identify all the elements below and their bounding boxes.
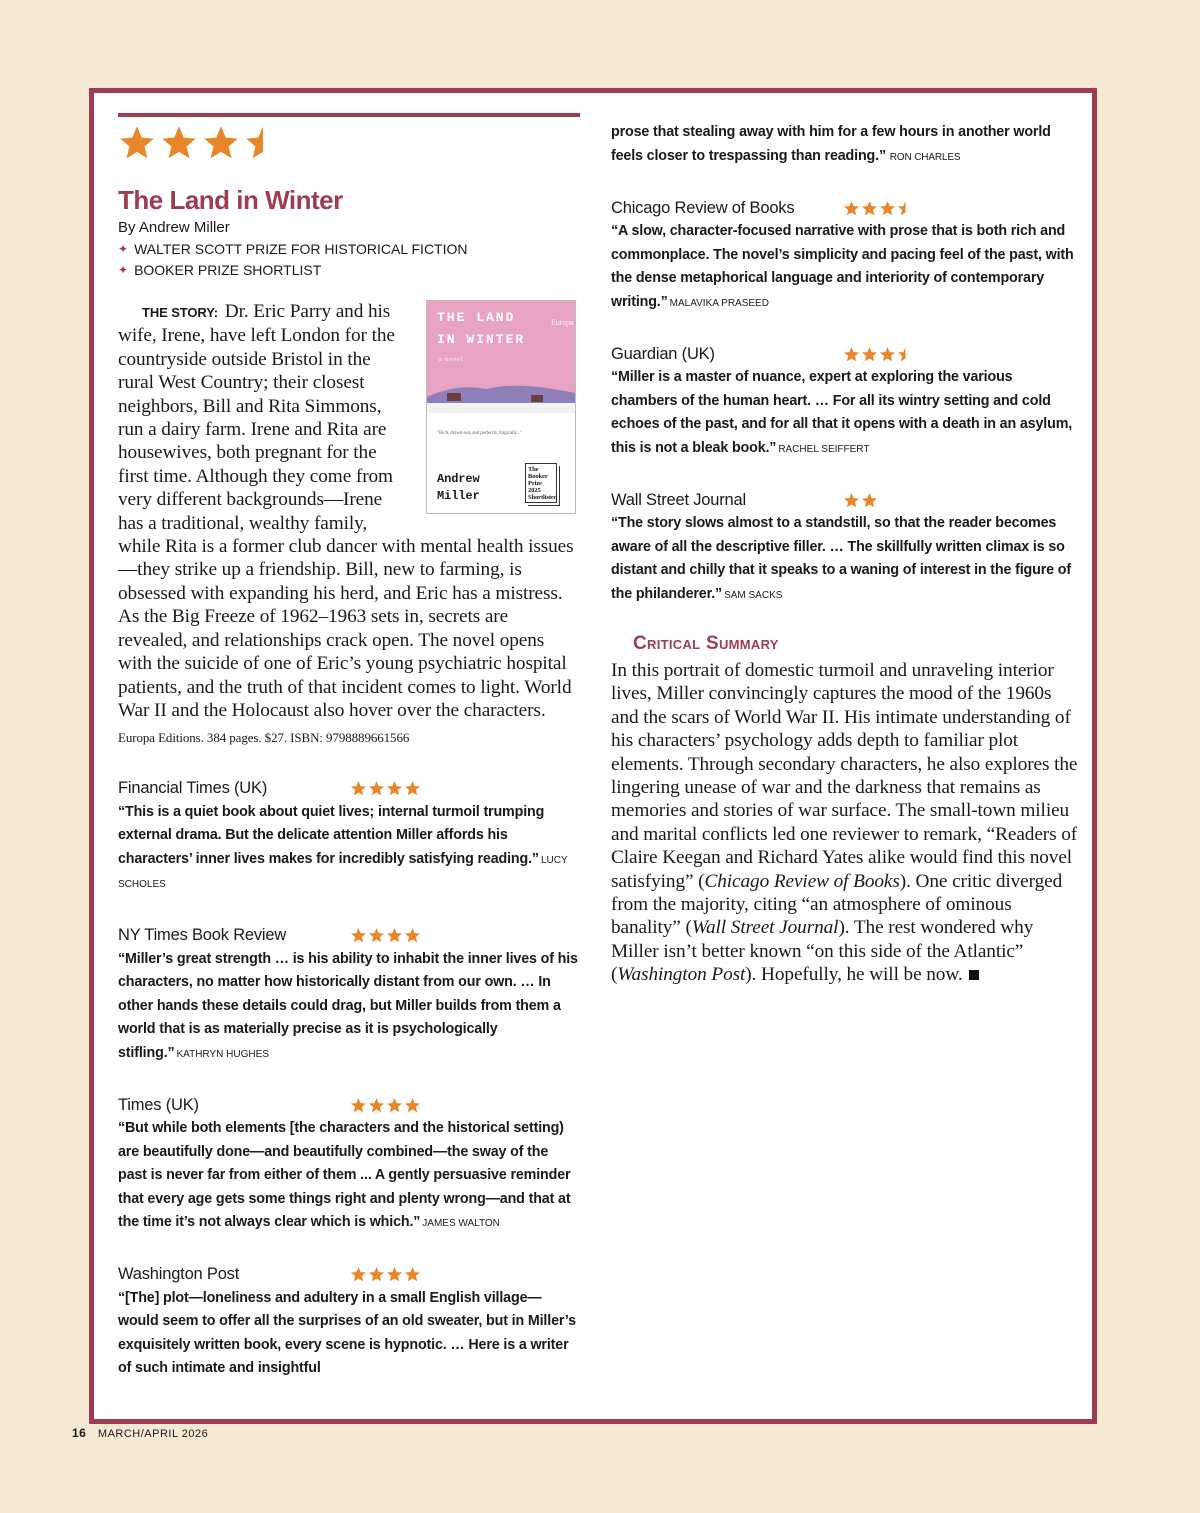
review-rating-stars: [350, 927, 421, 944]
cover-blurb: "Rich, drawn‑out, and perfectly, tragically...": [437, 431, 523, 436]
star-icon: [879, 346, 896, 363]
critic-name: RACHEL SEIFFERT: [778, 443, 870, 455]
star-icon: [386, 780, 403, 797]
review-rating-stars: [350, 780, 421, 797]
review-source: Chicago Review of Books: [611, 198, 795, 217]
star-icon: [368, 1266, 385, 1283]
star-icon: [350, 927, 367, 944]
critical-summary-heading: Critical Summary: [633, 633, 779, 654]
review-rating-stars: [843, 200, 914, 217]
page-number: 16: [72, 1426, 87, 1440]
page-footer: [72, 1426, 208, 1440]
review-header: [611, 489, 1081, 511]
right-column: [611, 121, 1081, 987]
publication-info: Europa Editions. 384 pages. $27. ISBN: 9798889661566: [118, 730, 410, 746]
star-icon: [350, 1097, 367, 1114]
star-icon: [350, 1266, 367, 1283]
title-rule: [118, 113, 580, 117]
review-header: [611, 197, 1081, 219]
star-icon: [202, 124, 240, 162]
star-icon: [861, 346, 878, 363]
star-icon: [404, 1097, 421, 1114]
star-icon: [368, 780, 385, 797]
critic-name: SAM SACKS: [724, 589, 783, 601]
award-label: BOOKER PRIZE SHORTLIST: [134, 262, 322, 278]
review-rating-stars: [843, 492, 878, 509]
award-item: [118, 262, 580, 278]
review-source: Times (UK): [118, 1095, 199, 1114]
review-source: NY Times Book Review: [118, 926, 287, 945]
cover-publisher-mark: Europa: [551, 318, 574, 327]
star-icon: [386, 1266, 403, 1283]
star-icon: [350, 780, 367, 797]
star-icon: [404, 927, 421, 944]
left-column: [118, 113, 580, 1381]
review-quote: “This is a quiet book about quiet lives; internal turmoil trumping external drama. But the delicate attention Miller affords his characters’ inner lives makes for incredibly satisfying reading.” LUCY SCHOLES: [118, 803, 568, 891]
review-quote: “The story slows almost to a standstill, so that the reader becomes aware of all the descriptive filler. … The skillfully written climax is so distant and chilly that it speaks to a waning of interest in the figure of the philanderer.” SAM SACKS: [611, 515, 1071, 602]
reviews-right: [611, 197, 1081, 607]
cover-title: THE LAND IN WINTER: [437, 310, 526, 347]
star-icon: [386, 1097, 403, 1114]
critic-name: KATHRYN HUGHES: [176, 1048, 269, 1060]
review-header: [118, 1094, 580, 1116]
review-item: [611, 197, 1081, 315]
critic-name: MALAVIKA PRASEED: [669, 297, 769, 309]
review-source: Guardian (UK): [611, 344, 715, 363]
review-header: [118, 1264, 580, 1286]
star-icon: [843, 492, 860, 509]
book-title: The Land in Winter: [118, 185, 343, 215]
review-item: [611, 489, 1081, 607]
half-star-icon: [244, 124, 282, 162]
continued-review-quote: prose that stealing away with him for a few hours in another world feels closer to trespassing than reading.” RON CHARLES: [611, 124, 1051, 164]
story-section: [118, 300, 580, 750]
critical-summary-text: In this portrait of domestic turmoil and unraveling interior lives, Miller convincingly captures the mood of the 1960s and the scars of World War II. His intimate understanding of his characters’ psychology adds depth to familiar plot elements. Through secondary characters, he also explores the lingering unease of war and the darkness that remains as memories and stories of war surface. The small-town milieu and marital conflicts led one reviewer to remark, “Readers of Claire Keegan and Richard Yates alike would find this novel satisfying” (Chicago Review of Books). One critic diverged from the majority, citing “an atmosphere of ominous banality” (Wall Street Journal). The rest wondered why Miller isn’t better known “on this side of the Atlantic” (Washington Post). Hopefully, he will be now.: [611, 660, 1078, 986]
critic-name: JAMES WALTON: [422, 1218, 500, 1230]
story-label: THE STORY:: [142, 305, 219, 320]
star-icon: [386, 927, 403, 944]
review-rating-stars: [843, 346, 914, 363]
half-star-icon: [897, 346, 914, 363]
award-item: [118, 241, 580, 257]
review-rating-stars: [350, 1097, 421, 1114]
star-icon: [879, 200, 896, 217]
review-source: Washington Post: [118, 1265, 240, 1284]
review-item: [118, 1264, 580, 1381]
review-quote: “But while both elements [the characters and the historical setting) are beautifully done—and beautifully combined—the sway of the past is never far from either of them ... A gently persuasive reminder that every age gets some things right and plenty wrong—and that at the time it’s not always clear which is which.” JAMES WALTON: [118, 1120, 571, 1231]
story-text: Dr. Eric Parry and his wife, Irene, have left London for the countryside outside Bristol in the rural West Country; their closest neighbors, Bill and Rita Simmons, run a dairy farm. Irene and Rita are housewives, both pregnant for the first time. Although they come from very different backgrounds—Irene has a traditional, wealthy family, while Rita is a former club dancer with mental health issues—they strike up a friendship. Bill, new to farming, is obsessed with expanding his herd, and Eric has a mistress. As the Big Freeze of 1962–1963 sets in, secrets are revealed, and relationships crack open. The novel opens with the suicide of one of Eric’s young psychiatric hospital patients, and the truth of that incident comes to light. World War II and the Holocaust also hover over the characters.: [118, 301, 574, 721]
star-icon: [843, 346, 860, 363]
citation: Chicago Review of Books: [704, 870, 900, 892]
star-icon: [843, 200, 860, 217]
review-source: Financial Times (UK): [118, 779, 268, 798]
review-header: [118, 925, 580, 947]
overall-rating-stars: [118, 123, 580, 163]
critic-name: LUCY SCHOLES: [118, 854, 568, 891]
citation: Washington Post: [617, 964, 746, 986]
citation: Wall Street Journal: [691, 917, 839, 939]
half-star-icon: [897, 200, 914, 217]
end-mark-icon: [969, 970, 979, 980]
cover-landscape-illustration: [427, 379, 575, 413]
review-item: [611, 343, 1081, 461]
review-header: [611, 343, 1081, 365]
cover-author: Andrew Miller: [437, 472, 480, 503]
star-icon: [404, 1266, 421, 1283]
star-icon: [368, 927, 385, 944]
review-quote: “Miller’s great strength … is his ability to inhabit the inner lives of his characters, no matter how historically distant from our own. … In other hands these details could drag, but Miller builds from them a world that is as materially precise as it is psychologically stifling.” KATHRYN HUGHES: [118, 950, 578, 1061]
review-rating-stars: [350, 1266, 421, 1283]
book-author: By Andrew Miller: [118, 219, 230, 236]
review-header: [118, 778, 580, 800]
award-bullet-icon: ✦: [118, 263, 129, 277]
review-quote: “A slow, character-focused narrative with prose that is both rich and commonplace. The novel’s simplicity and pacing feel of the past, with the dense metaphorical language and interiority of contemporary writing.” MALAVIKA PRASEED: [611, 223, 1074, 310]
book-cover-image: [426, 300, 576, 514]
cover-booker-badge: The Booker Prize 2025 Shortlisted: [525, 463, 557, 503]
review-quote: “[The] plot—loneliness and adultery in a small English village—would seem to offer all the surprises of an old sweater, but in Miller’s exquisitely written book, every scene is hypnotic. … Here is a writer of such intimate and insightful: [118, 1289, 576, 1377]
star-icon: [368, 1097, 385, 1114]
review-item: [118, 925, 580, 1067]
award-label: WALTER SCOTT PRIZE FOR HISTORICAL FICTION: [134, 241, 468, 257]
reviews-left: [118, 778, 580, 1381]
review-item: [118, 778, 580, 897]
review-source: Wall Street Journal: [611, 490, 746, 509]
star-icon: [118, 124, 156, 162]
issue-date: MARCH/APRIL 2026: [97, 1428, 209, 1440]
review-item: [118, 1094, 580, 1236]
star-icon: [404, 780, 421, 797]
star-icon: [861, 200, 878, 217]
critic-name: RON CHARLES: [889, 151, 961, 163]
review-quote: “Miller is a master of nuance, expert at exploring the various chambers of the human heart. … For all its wintry setting and cold echoes of the past, and for all that it opens with a death in an asylum, this is not a bleak book.” RACHEL SEIFFERT: [611, 369, 1073, 456]
article-frame: [89, 88, 1097, 1424]
cover-subtitle: a novel: [439, 357, 464, 363]
star-icon: [861, 492, 878, 509]
award-bullet-icon: ✦: [118, 242, 129, 256]
star-icon: [160, 124, 198, 162]
